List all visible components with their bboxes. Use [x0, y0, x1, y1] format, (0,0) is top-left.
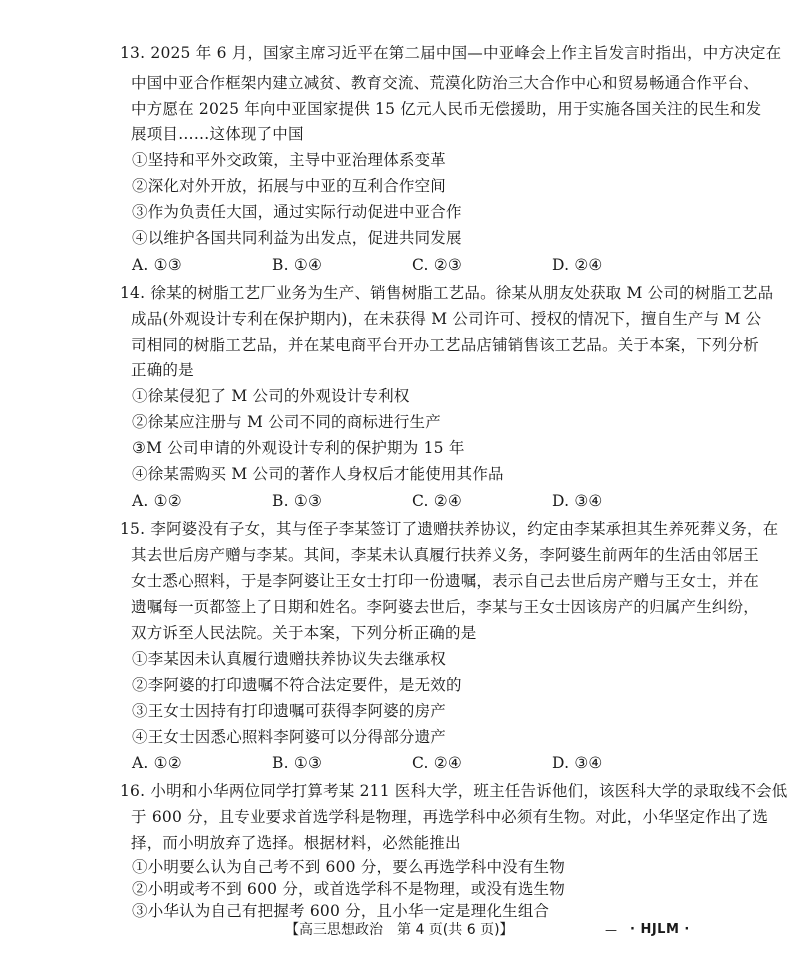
question-stem-line: 其去世后房产赠与李某。其间，李某未认真履行扶养义务，李阿婆生前两年的生活由邻居王 [131, 546, 760, 564]
option-statement: ①李某因未认真履行遗赠扶养协议失去继承权 [132, 650, 447, 668]
footer-dash: — [605, 923, 617, 937]
question-stem-line: 展项目……这体现了中国 [131, 125, 304, 143]
choice-a[interactable]: A. ①② [132, 754, 182, 772]
answer-choices [132, 490, 752, 512]
question-stem-line: 择，而小明放弃了选择。根据材料，必然能推出 [131, 834, 461, 852]
question-stem-line: 14. 徐某的树脂工艺厂业务为生产、销售树脂工艺品。徐某从朋友处获取 M 公司的树脂工艺品 [120, 284, 774, 302]
question-stem-line: 15. 李阿婆没有子女，其与侄子李某签订了遗赠扶养协议，约定由李某承担其生养死葬义务，在 [120, 520, 779, 538]
option-statement: ③作为负责任大国，通过实际行动促进中亚合作 [132, 203, 462, 221]
option-statement: ④徐某需购买 M 公司的著作人身权后才能使用其作品 [132, 465, 504, 483]
question-stem-line: 13. 2025 年 6 月，国家主席习近平在第二届中国—中亚峰会上作主旨发言时指出，中方决定在 [120, 44, 782, 62]
choice-c[interactable]: C. ②④ [412, 492, 462, 510]
option-statement: ③小华认为自己有把握考 600 分，且小华一定是理化生组合 [132, 902, 550, 920]
option-statement: ②深化对外开放，拓展与中亚的互利合作空间 [132, 177, 447, 195]
choice-b[interactable]: B. ①③ [272, 754, 323, 772]
option-statement: ④王女士因悉心照料李阿婆可以分得部分遗产 [132, 728, 447, 746]
question-stem-line: 双方诉至人民法院。关于本案，下列分析正确的是 [131, 624, 477, 642]
option-statement: ①徐某侵犯了 M 公司的外观设计专利权 [132, 387, 410, 405]
question-stem-line: 司相同的树脂工艺品，并在某电商平台开办工艺品店铺销售该工艺品。关于本案，下列分析 [131, 336, 760, 354]
choice-b[interactable]: B. ①③ [272, 492, 323, 510]
answer-choices [132, 752, 752, 774]
question-stem-line: 女士悉心照料，于是李阿婆让王女士打印一份遗嘱，表示自己去世后房产赠与王女士，并在 [131, 572, 760, 590]
question-stem-line: 中方愿在 2025 年向中亚国家提供 15 亿元人民币无偿援助，用于实施各国关注的民生和发 [131, 100, 762, 118]
option-statement: ①小明要么认为自己考不到 600 分，要么再选学科中没有生物 [132, 858, 565, 876]
choice-a[interactable]: A. ①② [132, 492, 182, 510]
question-stem-line: 遗嘱每一页都签上了日期和姓名。李阿婆去世后，李某与王女士因该房产的归属产生纠纷， [131, 598, 760, 616]
choice-d[interactable]: D. ③④ [552, 492, 603, 510]
choice-d[interactable]: D. ③④ [552, 754, 603, 772]
option-statement: ②李阿婆的打印遗嘱不符合法定要件，是无效的 [132, 676, 462, 694]
choice-b[interactable]: B. ①④ [272, 256, 323, 274]
option-statement: ③M 公司申请的外观设计专利的保护期为 15 年 [132, 439, 465, 457]
answer-choices [132, 254, 752, 276]
question-stem-line: 成品(外观设计专利在保护期内)，在未获得 M 公司许可、授权的情况下，擅自生产与 M 公 [131, 310, 762, 328]
footer-code: · HJLM · [630, 922, 690, 937]
option-statement: ①坚持和平外交政策，主导中亚治理体系变革 [132, 151, 447, 169]
choice-c[interactable]: C. ②④ [412, 754, 462, 772]
footer-page-info: 【高三思想政治 第 4 页(共 6 页)】 [285, 922, 514, 938]
option-statement: ②小明或考不到 600 分，或首选学科不是物理，或没有选生物 [132, 880, 565, 898]
question-stem-line: 中国中亚合作框架内建立减贫、教育交流、荒漠化防治三大合作中心和贸易畅通合作平台、 [131, 74, 760, 92]
choice-d[interactable]: D. ②④ [552, 256, 603, 274]
option-statement: ④以维护各国共同利益为出发点，促进共同发展 [132, 229, 462, 247]
choice-c[interactable]: C. ②③ [412, 256, 462, 274]
choice-a[interactable]: A. ①③ [132, 256, 182, 274]
question-stem-line: 正确的是 [131, 361, 194, 379]
option-statement: ③王女士因持有打印遗嘱可获得李阿婆的房产 [132, 702, 447, 720]
option-statement: ②徐某应注册与 M 公司不同的商标进行生产 [132, 413, 441, 431]
question-stem-line: 16. 小明和小华两位同学打算考某 211 医科大学，班主任告诉他们，该医科大学的录取线不会低 [120, 782, 788, 800]
question-stem-line: 于 600 分，且专业要求首选学科是物理，再选学科中必须有生物。对此，小华坚定作出了选 [131, 808, 769, 826]
